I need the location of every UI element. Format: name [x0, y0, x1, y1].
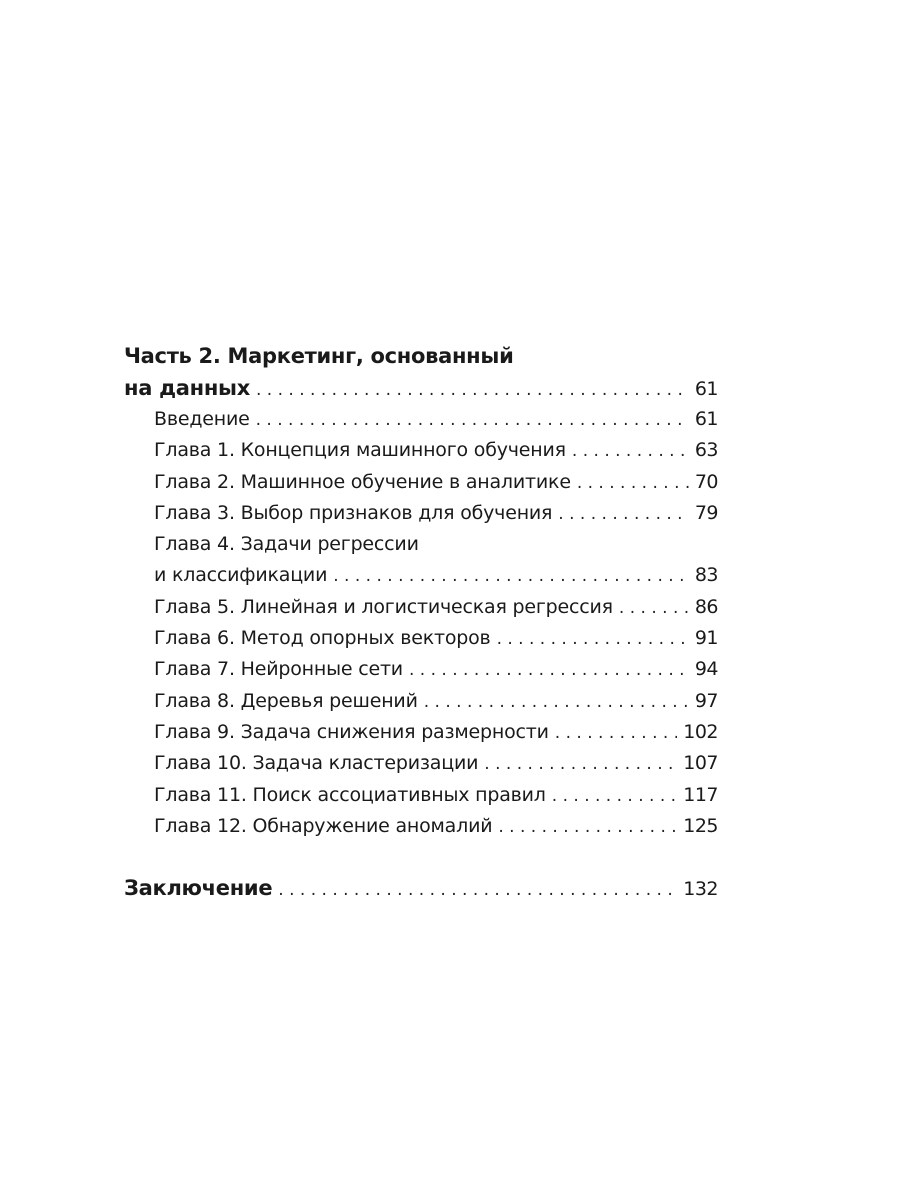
toc-entry-chapter-9[interactable]	[124, 717, 718, 748]
part-title: Часть 2. Маркетинг, основанный	[124, 344, 514, 368]
toc-entry-label: Глава 6. Метод опорных векторов	[154, 627, 491, 650]
toc-entry-chapter-2[interactable]	[124, 467, 718, 498]
toc-entry-chapter-10[interactable]	[124, 748, 718, 779]
toc-entry-label: Глава 12. Обнаружение аномалий	[154, 814, 493, 837]
toc-entry-page: 117	[683, 783, 718, 806]
toc-entry-page: 102	[683, 720, 718, 743]
dot-leader	[497, 624, 689, 655]
table-of-contents	[124, 340, 718, 904]
toc-entry-chapter-4[interactable]	[124, 560, 718, 591]
toc-entry-label: и классификации	[154, 564, 328, 587]
toc-entry-page: 86	[694, 595, 718, 618]
toc-entry-chapter-12[interactable]	[124, 811, 718, 842]
toc-entry-label: Глава 3. Выбор признаков для обучения	[154, 501, 553, 524]
toc-entry-page: 132	[683, 878, 718, 901]
toc-entry-chapter-1[interactable]	[124, 435, 718, 466]
dot-leader	[424, 687, 689, 718]
toc-entry-label: Глава 8. Деревья решений	[154, 689, 418, 712]
toc-entry-page: 79	[694, 501, 718, 524]
dot-leader	[256, 374, 689, 406]
toc-entry-label: Глава 7. Нейронные сети	[154, 658, 403, 681]
toc-entry-label: Глава 11. Поиск ассоциативных правил	[154, 783, 546, 806]
dot-leader	[278, 874, 677, 906]
toc-entry-label: на данных	[124, 376, 250, 400]
toc-entry-intro[interactable]	[124, 404, 718, 435]
dot-leader	[333, 561, 689, 592]
toc-entry-part-2[interactable]	[124, 372, 718, 404]
dot-leader	[409, 655, 689, 686]
dot-leader	[555, 718, 677, 749]
dot-leader	[619, 593, 689, 624]
toc-entry-page: 70	[694, 470, 718, 493]
toc-entry-chapter-8[interactable]	[124, 686, 718, 717]
toc-entry-chapter-6[interactable]	[124, 623, 718, 654]
toc-entry-page: 83	[694, 564, 718, 587]
toc-entry-label: Глава 2. Машинное обучение в аналитике	[154, 470, 571, 493]
toc-entry-chapter-3[interactable]	[124, 498, 718, 529]
toc-entry-conclusion[interactable]	[124, 872, 718, 904]
toc-entry-page: 61	[694, 378, 718, 400]
toc-entry-page: 94	[694, 658, 718, 681]
dot-leader	[484, 749, 677, 780]
dot-leader	[572, 436, 689, 467]
dot-leader	[577, 468, 689, 499]
toc-entry-chapter-4-line1: Глава 4. Задачи регрессии	[154, 533, 419, 556]
toc-entry-chapter-11[interactable]	[124, 780, 718, 811]
dot-leader	[552, 781, 677, 812]
dot-leader	[558, 499, 689, 530]
toc-entry-page: 63	[694, 439, 718, 462]
dot-leader	[256, 405, 689, 436]
toc-entry-label: Глава 10. Задача кластеризации	[154, 752, 479, 775]
toc-entry-label: Глава 9. Задача снижения размерности	[154, 720, 549, 743]
toc-entry-page: 97	[694, 689, 718, 712]
toc-entry-label: Глава 5. Линейная и логистическая регрессия	[154, 595, 613, 618]
toc-entry-page: 61	[694, 408, 718, 430]
toc-entry-chapter-7[interactable]	[124, 654, 718, 685]
toc-entry-label: Заключение	[124, 876, 273, 901]
toc-entry-page: 107	[683, 752, 718, 775]
toc-entry-page: 91	[694, 627, 718, 650]
toc-entry-chapter-5[interactable]	[124, 592, 718, 623]
dot-leader	[498, 812, 677, 843]
section-spacer	[124, 842, 718, 872]
toc-entry-page: 125	[683, 814, 718, 837]
toc-entry-label: Введение	[154, 408, 250, 430]
toc-entry-label: Глава 1. Концепция машинного обучения	[154, 439, 566, 462]
